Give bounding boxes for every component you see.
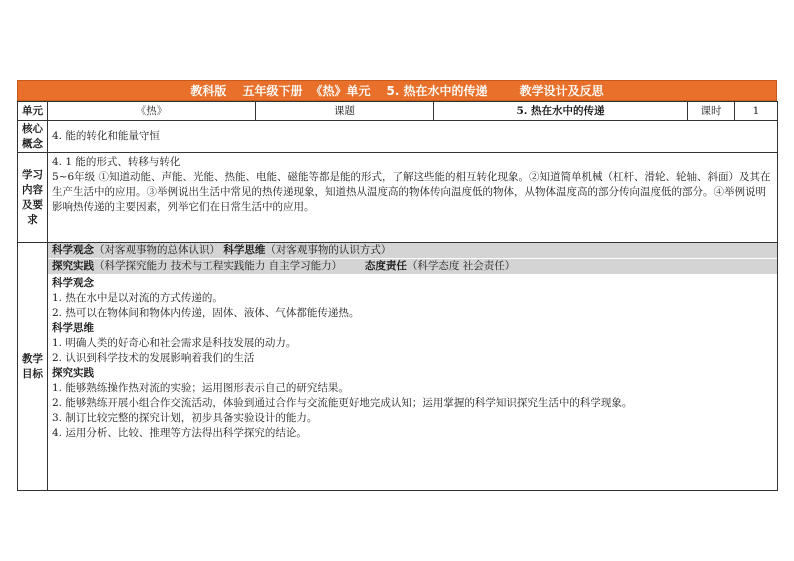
objective-item: 2. 热可以在物体间和物体内传递，固体、液体、气体都能传递热。 — [52, 307, 360, 319]
core-concept-label: 核心概念 — [18, 121, 48, 153]
literacy-concept-title: 科学观念 — [52, 244, 94, 256]
learning-row — [18, 153, 778, 243]
objective-item: 2. 认识到科学技术的发展影响着我们的生活 — [52, 352, 255, 364]
period-value: 1 — [735, 102, 778, 121]
learning-label: 学习内容及要求 — [18, 153, 48, 243]
header-row — [18, 102, 778, 121]
objective-item: 4. 运用分析、比较、推理等方法得出科学探究的结论。 — [52, 427, 307, 439]
banner-doc-type: 教学设计及反思 — [519, 84, 604, 98]
literacy-attitude-title: 态度责任 — [364, 260, 407, 272]
learning-line: 5~6年级 ①知道动能、声能、光能、热能、电能、磁能等都是能的形式，了解这些能的相互转化现象。②知道简单机械（杠杆、滑轮、轮轴、斜面）及其在生产生活中的应用。③举例说出生活中常见的热传递现象，知道热从温度高的物体传向温度低的物体，从物体温度高的部分传向温度低的部分。④举例说明影响热传递的主要因素，列举它们在日常生活中的应用。 — [52, 171, 771, 213]
objective-item: 1. 能够熟练操作热对流的实验；运用图形表示自己的研究结果。 — [52, 382, 349, 394]
banner-grade: 五年级下册 — [242, 84, 303, 98]
objectives-content — [48, 243, 778, 491]
unit-label: 单元 — [18, 102, 48, 121]
objective-item: 1. 明确人类的好奇心和社会需求是科技发展的动力。 — [52, 337, 297, 349]
banner-publisher: 教科版 — [190, 84, 227, 98]
literacy-row-2 — [48, 259, 777, 274]
unit-value: 《热》 — [48, 102, 256, 121]
literacy-row-1 — [48, 243, 777, 258]
objective-item: 3. 制订比较完整的探究计划，初步具备实验设计的能力。 — [52, 412, 318, 424]
objective-item: 2. 能够熟练开展小组合作交流活动，体验到通过合作与交流能更好地完成认知；运用掌握的科学知识探究生活中的科学现象。 — [52, 397, 633, 409]
banner-lesson: 5. 热在水中的传递 — [386, 84, 488, 98]
objectives-label: 教学目标 — [18, 243, 48, 491]
core-concept-row — [18, 121, 778, 153]
topic-value: 5. 热在水中的传递 — [434, 102, 688, 121]
literacy-attitude-desc: （科学态度 社会责任） — [406, 260, 516, 272]
lesson-plan-table — [17, 101, 778, 491]
topic-label: 课题 — [256, 102, 434, 121]
learning-content — [48, 153, 778, 243]
core-concept-value: 4. 能的转化和能量守恒 — [48, 121, 778, 153]
lesson-plan-sheet — [17, 80, 777, 491]
section-title: 科学思维 — [52, 322, 94, 334]
section-title: 科学观念 — [52, 277, 94, 289]
period-label: 课时 — [688, 102, 735, 121]
literacy-concept-desc: （对客观事物的总体认识） — [94, 244, 220, 256]
literacy-practice-title: 探究实践 — [52, 260, 94, 272]
literacy-thinking-desc: （对客观事物的认识方式） — [265, 244, 392, 256]
literacy-practice-desc: （科学探究能力 技术与工程实践能力 自主学习能力） — [94, 260, 343, 272]
objectives-row — [18, 243, 778, 491]
title-banner — [17, 80, 777, 101]
section-title: 探究实践 — [52, 367, 94, 379]
literacy-thinking-title: 科学思维 — [223, 244, 266, 256]
objective-item: 1. 热在水中是以对流的方式传递的。 — [52, 292, 223, 304]
banner-unit: 《热》单元 — [310, 84, 371, 98]
learning-line: 4. 1 能的形式、转移与转化 — [52, 156, 181, 168]
